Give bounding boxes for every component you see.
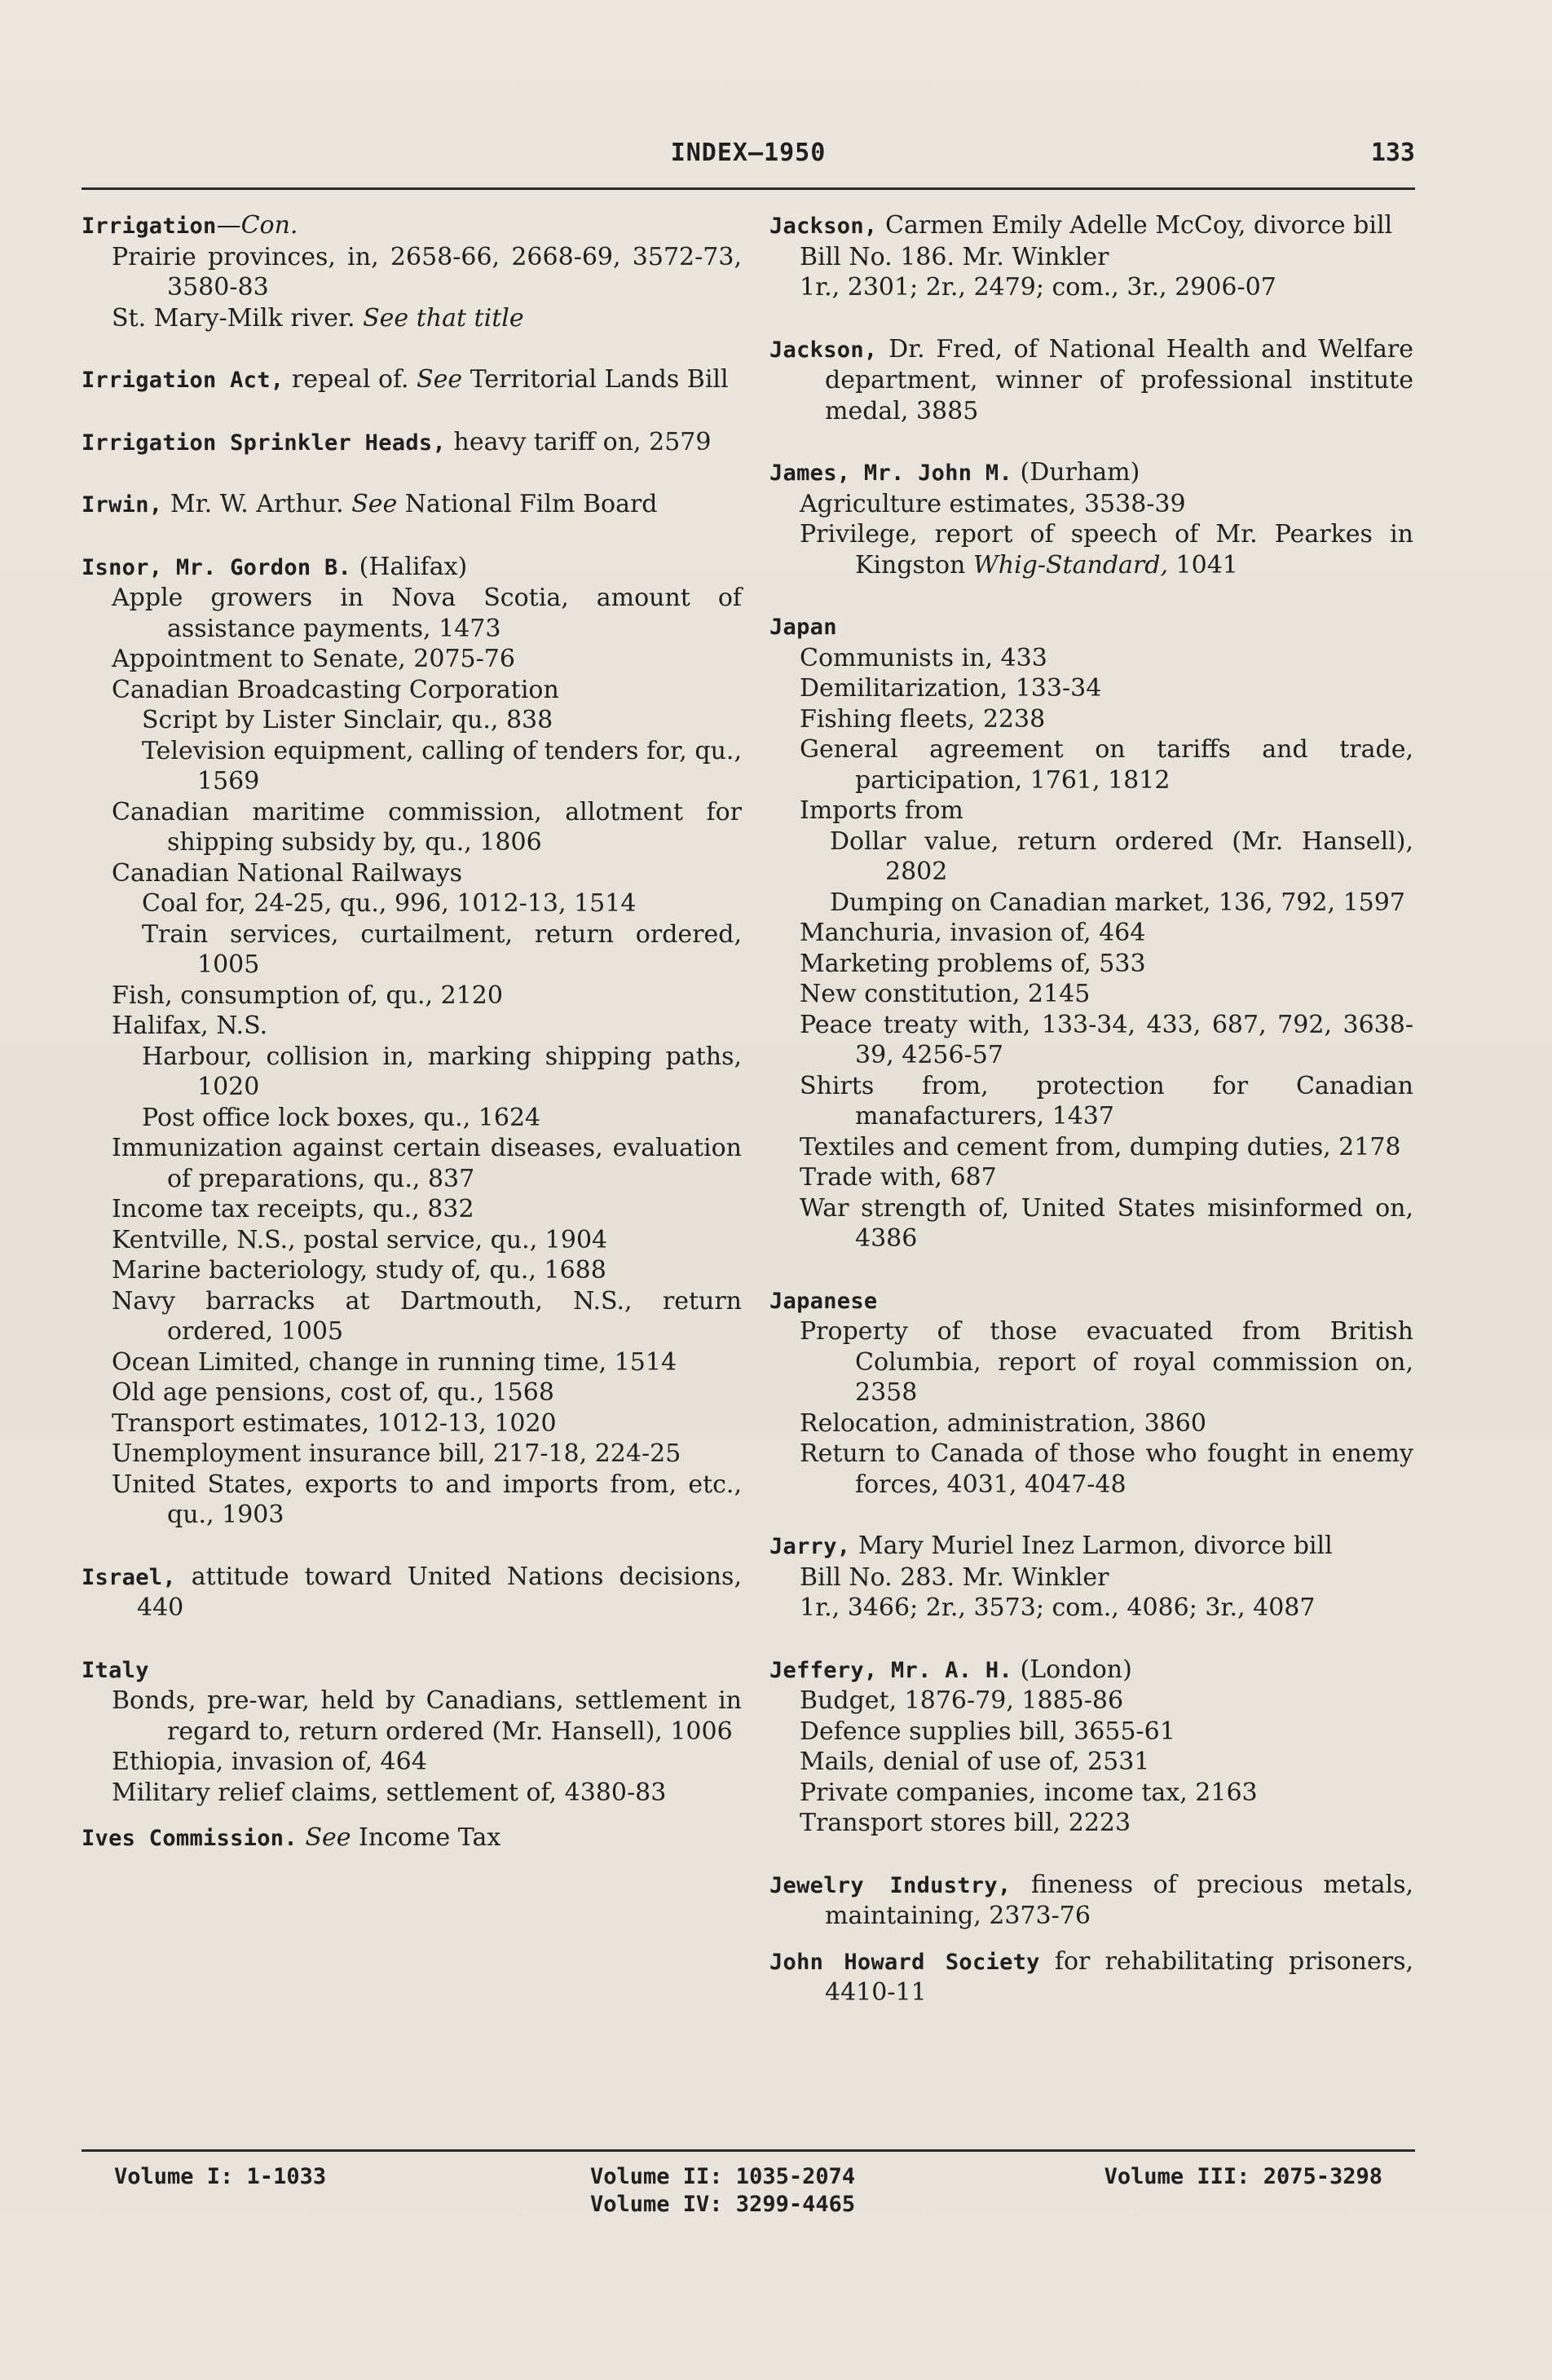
entry-heading: Jackson, [769,214,878,239]
subentry [769,949,1413,980]
subentry-list [769,489,1413,581]
subentry-text: Fishing fleets, 2238 [800,704,1046,734]
sub-subentry [82,705,742,736]
subentry-text: Post office lock boxes, qu., 1624 [142,1103,541,1132]
subentry-text: Agriculture estimates, 3538-39 [800,489,1186,518]
subentry [82,644,742,675]
entry-heading: Jackson, [769,337,878,363]
subentry [82,303,742,334]
entry-irrigation-sprinkler [82,427,742,459]
subentry [82,1347,742,1378]
subentry [82,1408,742,1439]
subentry-text: Ocean Limited, change in running time, 1514 [112,1347,677,1377]
subentry-text: Demilitarization, 133-34 [800,674,1102,703]
volume-2-range: Volume II: 1035-2074 [590,2164,856,2189]
subentry [82,1225,742,1256]
subentry-pages: 1041 [1167,550,1238,580]
subentry [769,796,1413,826]
sub-subentry [82,919,742,981]
entry-text: Dr. Fred, of National Health and Welfare department, winner of professional institute medal, 3885 [825,334,1413,425]
entry-text: for rehabilitating prisoners, 4410-11 [825,1946,1413,2007]
subentry-text: Old age pensions, cost of, qu., 1568 [112,1378,554,1407]
running-head [82,139,1415,179]
sub-subentry [82,736,742,797]
subentry [769,1717,1413,1748]
see-target: Income Tax [351,1823,501,1852]
entry-irrigation-act [82,364,742,396]
subentry-text: Mails, denial of use of, 2531 [800,1748,1150,1776]
subentry [769,1132,1413,1163]
volume-footer [82,2164,1415,2229]
subentry-text: Trade with, 687 [800,1163,997,1192]
volume-4-range: Volume IV: 3299-4465 [590,2192,856,2217]
entry-israel [82,1562,742,1624]
running-title: INDEX—1950 [670,139,827,167]
subentry-text: Canadian National Railways [112,858,463,888]
entry-japanese [769,1285,1413,1501]
subentry-list [82,1686,742,1808]
see-keyword: See [305,1823,351,1852]
entry-jewelry [769,1870,1413,1932]
volume-3-range: Volume III: 2075-3298 [1104,2164,1382,2189]
subentry [769,1316,1413,1408]
entry-heading: Irwin, [82,492,163,518]
subentry-text: Appointment to Senate, 2075-76 [112,645,515,673]
sub-subentry [82,1042,742,1103]
entry-text: heavy tariff on, 2579 [446,427,712,456]
entry-heading: Jeffery, Mr. A. H. [769,1657,1012,1683]
subentry [82,1778,742,1809]
sub-subentry [82,1103,742,1134]
entry-isnor [82,552,742,1531]
subentry-list [82,583,742,1531]
subentry-text: Apple growers in Nova Scotia, amount of assistance payments, 1473 [112,584,742,643]
entry-heading: John Howard Society [769,1949,1040,1975]
subentry-text: Canadian maritime commission, allotment for shipping subsidy by, qu., 1806 [112,797,742,857]
entry-heading: Irrigation Sprinkler Heads, [82,430,446,456]
entry-heading: Israel, [82,1564,176,1590]
entry-heading-suffix: —Con. [216,211,298,240]
entry-heading: Italy [82,1657,149,1683]
entry-text: attitude toward United Nations decisions, 440 [137,1562,742,1622]
entry-text: Carmen Emily Adelle McCoy, divorce bill [877,211,1393,240]
subentry [82,1011,742,1042]
subentry-text: Bonds, pre-war, held by Canadians, settlement in regard to, return ordered (Mr. Hansell), 1006 [112,1686,742,1746]
subentry: 1r., 2301; 2r., 2479; com., 3r., 2906-07 [800,273,1276,302]
subentry [769,489,1413,520]
sub-subentry [82,888,742,919]
volume-1-range: Volume I: 1-1033 [114,2164,327,2189]
subentry [769,1747,1413,1778]
subentry [82,1286,742,1347]
entry-riding: (Halifax) [351,552,468,581]
entry-jeffery [769,1655,1413,1839]
subentry-text: Marine bacteriology, study of, qu., 1688 [112,1256,606,1285]
entry-james [769,457,1413,580]
subentry-text: Property of those evacuated from British Columbia, report of royal commission on, 2358 [800,1317,1413,1407]
subentry-text: Income tax receipts, qu., 832 [112,1195,474,1223]
subentry [82,1194,742,1225]
subentry [769,1808,1413,1839]
entry-riding: (London) [1012,1655,1132,1684]
right-column [769,210,1413,2039]
sub-subentry [769,826,1413,888]
subentry [82,1686,742,1747]
subentry-text: Fish, consumption of, qu., 2120 [112,981,503,1010]
sub-subentry [769,888,1413,919]
subentry-text: Script by Lister Sinclair, qu., 838 [142,706,553,734]
entry-heading: Irrigation Act, [82,368,284,393]
subentry-text: Transport estimates, 1012-13, 1020 [112,1408,557,1438]
entry-text: Mary Muriel Inez Larmon, divorce bill [850,1532,1333,1560]
subentry [769,1439,1413,1500]
subentry [769,643,1413,674]
subentry: Prairie provinces, in, 2658-66, 2668-69, 3572-73, 3580-83 [112,242,742,302]
subentry-text: Halifax, N.S. [112,1012,268,1040]
subentry [769,1686,1413,1717]
entry-heading: Japan [769,615,837,640]
subentry-text: Coal for, 24-25, qu., 996, 1012-13, 1514 [142,889,637,918]
subentry [769,1071,1413,1132]
subentry-text: Dumping on Canadian market, 136, 792, 1597 [830,888,1405,917]
subentry [82,981,742,1012]
subentry: 1r., 3466; 2r., 3573; com., 4086; 3r., 4087 [800,1593,1316,1622]
subentry-text: Immunization against certain diseases, evaluation of preparations, qu., 837 [112,1134,742,1193]
subentry [82,797,742,858]
subentry-text: War strength of, United States misinformed on, 4386 [800,1193,1413,1253]
header-rule [82,187,1415,190]
entry-heading: Isnor, Mr. Gordon B. [82,554,352,580]
see-reference: See that title [363,303,524,333]
subentry-text: Relocation, administration, 3860 [800,1408,1206,1438]
subentry [769,704,1413,735]
entry-japan [769,611,1413,1254]
subentry [82,1470,742,1531]
subentry-text: Budget, 1876-79, 1885-86 [800,1686,1124,1715]
subentry-text: Manchuria, invasion of, 464 [800,919,1146,947]
subentry-text: Harbour, collision in, marking shipping paths, 1020 [142,1042,742,1101]
subentry [82,1255,742,1286]
subentry-text: New constitution, 2145 [800,980,1091,1008]
entry-heading: Jewelry Industry, [769,1872,1012,1898]
entry-riding: (Durham) [1012,458,1140,487]
entry-italy [82,1655,742,1809]
subentry-text: Dollar value, return ordered (Mr. Hansell), 2802 [830,826,1413,886]
subentry [82,1133,742,1194]
subentry-text: Defence supplies bill, 3655-61 [800,1717,1175,1746]
subentry: Bill No. 186. Mr. Winkler [800,242,1109,271]
subentry-text: Textiles and cement from, dumping duties, 2178 [800,1132,1401,1161]
publication-title: Whig-Standard, [972,550,1168,580]
subentry [82,1377,742,1408]
subentry-text: Private companies, income tax, 2163 [800,1778,1258,1807]
page-number: 133 [1370,139,1415,167]
subentry-text: Unemployment insurance bill, 217-18, 224-25 [112,1439,681,1468]
entry-john-howard [769,1946,1413,2008]
entry-irrigation-con [82,210,742,333]
subentry-text: St. Mary-Milk river. [112,303,355,333]
entry-heading: Ives Commission. [82,1826,298,1851]
subentry [82,675,742,706]
subentry-text: Ethiopia, invasion of, 464 [112,1748,427,1776]
subentry [769,1778,1413,1809]
subentry [82,858,742,889]
subentry-text: Navy barracks at Dartmouth, N.S., return ordered, 1005 [112,1286,742,1346]
subentry [82,583,742,644]
see-keyword: See [417,365,463,394]
subentry-text: General agreement on tariffs and trade, participation, 1761, 1812 [800,735,1413,795]
subentry-text: Canadian Broadcasting Corporation [112,675,559,704]
entry-jackson-carmen [769,210,1413,303]
subentry-text: Peace treaty with, 133-34, 433, 687, 792, 3638-39, 4256-57 [800,1010,1413,1069]
subentry-text: Privilege, report of speech of Mr. Pearkes in Kingston [800,520,1413,580]
subentry [82,1747,742,1778]
entry-heading: Irrigation [82,214,217,239]
see-target: Territorial Lands Bill [462,365,729,394]
subentry-text: Marketing problems of, 533 [800,949,1146,978]
subentry-text: Train services, curtailment, return ordered, 1005 [142,919,742,979]
entry-irwin [82,489,742,521]
subentry-list [769,1316,1413,1500]
subentry-text: Communists in, 433 [800,643,1047,672]
subentry-text: Imports from [800,796,963,825]
entry-jarry [769,1531,1413,1624]
subentry-list [769,643,1413,1254]
subentry-text: United States, exports to and imports from, etc., qu., 1903 [112,1470,742,1529]
subentry [769,979,1413,1010]
subentry [769,673,1413,704]
subentry-text: Transport stores bill, 2223 [800,1809,1131,1837]
entry-jackson-fred [769,334,1413,427]
entry-text: fineness of precious metals, maintaining, 2373-76 [825,1870,1414,1930]
subentry [769,1010,1413,1071]
subentry [769,918,1413,949]
subentry [769,734,1413,796]
subentry-text: Military relief claims, settlement of, 4380-83 [112,1778,667,1807]
entry-text: repeal of. [284,365,417,394]
entry-heading: James, Mr. John M. [769,461,1012,486]
subentry-text: Television equipment, calling of tenders for, qu., 1569 [142,736,742,796]
subentry [82,1439,742,1470]
left-column [82,210,742,1885]
entry-heading: Jarry, [769,1534,851,1559]
entry-ives [82,1822,742,1854]
subentry-list [769,1686,1413,1839]
subentry: Bill No. 283. Mr. Winkler [800,1562,1109,1592]
subentry [769,1408,1413,1439]
subentry-text: Return to Canada of those who fought in enemy forces, 4031, 4047-48 [800,1439,1413,1499]
entry-heading: Japanese [769,1288,878,1314]
subentry-text: Shirts from, protection for Canadian manafacturers, 1437 [800,1071,1413,1130]
subentry [769,519,1413,580]
subentry [769,1162,1413,1193]
subentry-text: Kentville, N.S., postal service, qu., 1904 [112,1225,608,1254]
see-keyword: See [351,490,398,518]
footer-rule [82,2149,1415,2152]
see-target: National Film Board [397,490,658,518]
entry-text: Mr. W. Arthur. [162,490,352,518]
subentry [769,1193,1413,1254]
